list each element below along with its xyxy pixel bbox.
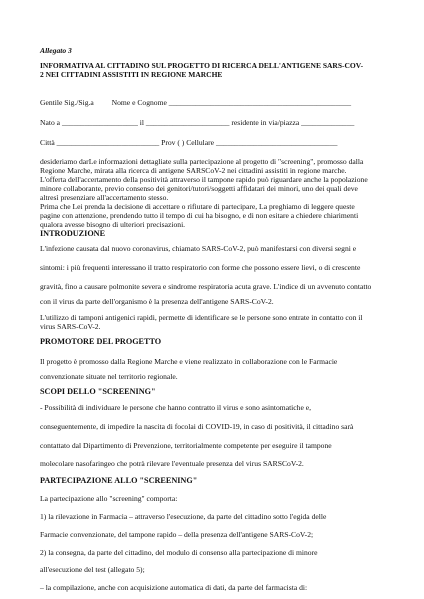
residence-field[interactable]: ______________	[301, 118, 355, 127]
born-label: Nato a	[40, 118, 61, 127]
section4-line: 1) la rilevazione in Farmacia – attraverso l'esecuzione, da parte del cittadino sotto l'egida delle	[40, 512, 327, 521]
greeting-label: Gentile Sig./Sig.a	[40, 98, 94, 107]
section4-line: La partecipazione allo "screening" comporta:	[40, 494, 178, 503]
phone-field[interactable]: ________________________________	[215, 138, 338, 147]
intro-line: minore collaborante, previo consenso dei genitori/tutori/soggetti affidatari dei minori, uno dei quali deve	[40, 184, 358, 193]
section3-line: - Possibilità di individuare le persone che hanno contratto il virus e sono asintomatiche e,	[40, 403, 311, 412]
attachment-label: Allegato 3	[40, 46, 72, 55]
birthplace-field[interactable]: ____________________	[61, 118, 138, 127]
section1-line: L'utilizzo di tamponi antigenici rapidi, permette di identificare se le persone sono entrate in contatto con il	[40, 313, 363, 322]
name-field[interactable]: ________________________________________________	[168, 98, 352, 107]
intro-line: qualora avesse bisogno di ulteriori precisazioni.	[40, 220, 186, 229]
section3-line: conseguentemente, di impedire la nascita di focolai di COVID-19, in caso di positività, il cittadino sarà	[40, 422, 354, 431]
name-label: Nome e Cognome	[111, 98, 167, 107]
section4-line: 2) la consegna, da parte del cittadino, del modulo di consenso alla partecipazione di minore	[40, 548, 318, 557]
section2-line: Il progetto è promosso dalla Regione Marche e viene realizzato in collaborazione con le Farmacie	[40, 357, 338, 366]
section1-line: con il virus da parte dell'organismo è la presenza dell'antigene SARS-CoV-2.	[40, 297, 274, 306]
section-heading-introduzione: INTRODUZIONE	[40, 229, 106, 238]
section2-line: convenzionate situate nel territorio regionale.	[40, 372, 178, 381]
intro-line: L'offerta dell'accertamento della positività attraverso il tampone rapido può riguardare anche la popolazione	[40, 175, 368, 184]
section4-line: – la compilazione, anche con acquisizione automatica di dati, da parte del farmacista di:	[40, 583, 308, 592]
document-title-line-1: INFORMATIVA AL CITTADINO SUL PROGETTO DI RICERCA DELL'ANTIGENE SARS-COV-	[40, 61, 364, 70]
intro-line: desideriamo darLe informazioni dettagliate sulla partecipazione al progetto di "screening", promosso dalla	[40, 157, 364, 166]
form-row-birth	[40, 118, 354, 127]
section1-line: gravità, fino a causare polmonite severa e sindrome respiratoria acuta grave. L'indice di un avvenuto contatto	[40, 282, 372, 291]
section1-line: virus SARS-CoV-2.	[40, 322, 101, 331]
form-row-name	[40, 98, 351, 107]
document-title-line-2: 2 NEI CITTADINI ASSISTITI IN REGIONE MARCHE	[40, 70, 223, 79]
section-heading-promotore: PROMOTORE DEL PROGETTO	[40, 337, 162, 346]
residence-label: residente in via/piazza	[231, 118, 300, 127]
city-field[interactable]: ___________________________	[56, 138, 160, 147]
section1-line: sintomi: i più frequenti interessano il tratto respiratorio con forme che possono essere lievi, o di crescente	[40, 263, 361, 272]
section-heading-partecipazione: PARTECIPAZIONE ALLO "SCREENING"	[40, 476, 198, 485]
section1-line: L'infezione causata dal nuovo coronavirus, chiamato SARS-CoV-2, può manifestarsi con diversi segni e	[40, 244, 357, 253]
province-phone-label: Prov ( ) Cellulare	[161, 138, 215, 147]
intro-line: Regione Marche, mirata alla ricerca di antigene SARSCoV-2 nei cittadini assistiti in regione marche.	[40, 166, 347, 175]
form-row-city	[40, 138, 337, 147]
city-label: Città	[40, 138, 55, 147]
intro-line: Prima che Lei prenda la decisione di accettare o rifiutare di partecipare, La preghiamo di leggere queste	[40, 202, 355, 211]
intro-line: altresì presenziare all'accertamento stesso.	[40, 193, 169, 202]
birthdate-field[interactable]: ______________________	[145, 118, 230, 127]
birthdate-label: il	[139, 118, 145, 127]
section3-line: molecolare nasofaringeo che potrà rilevare l'eventuale presenza del virus SARSCoV-2.	[40, 459, 304, 468]
section4-line: Farmacie convenzionate, del tampone rapido – della presenza dell'antigene SARS-CoV-2;	[40, 530, 314, 539]
section-heading-scopi: SCOPI DELLO "SCREENING"	[40, 387, 156, 396]
intro-line: pagine con attenzione, prendendo tutto il tempo di cui ha bisogno, e di non esitare a chiedere chiarimenti	[40, 211, 359, 220]
section3-line: contattato dal Dipartimento di Prevenzione, territorialmente competente per eseguire il tampone	[40, 441, 332, 450]
section4-line: all'esecuzione del test (allegato 5);	[40, 565, 145, 574]
